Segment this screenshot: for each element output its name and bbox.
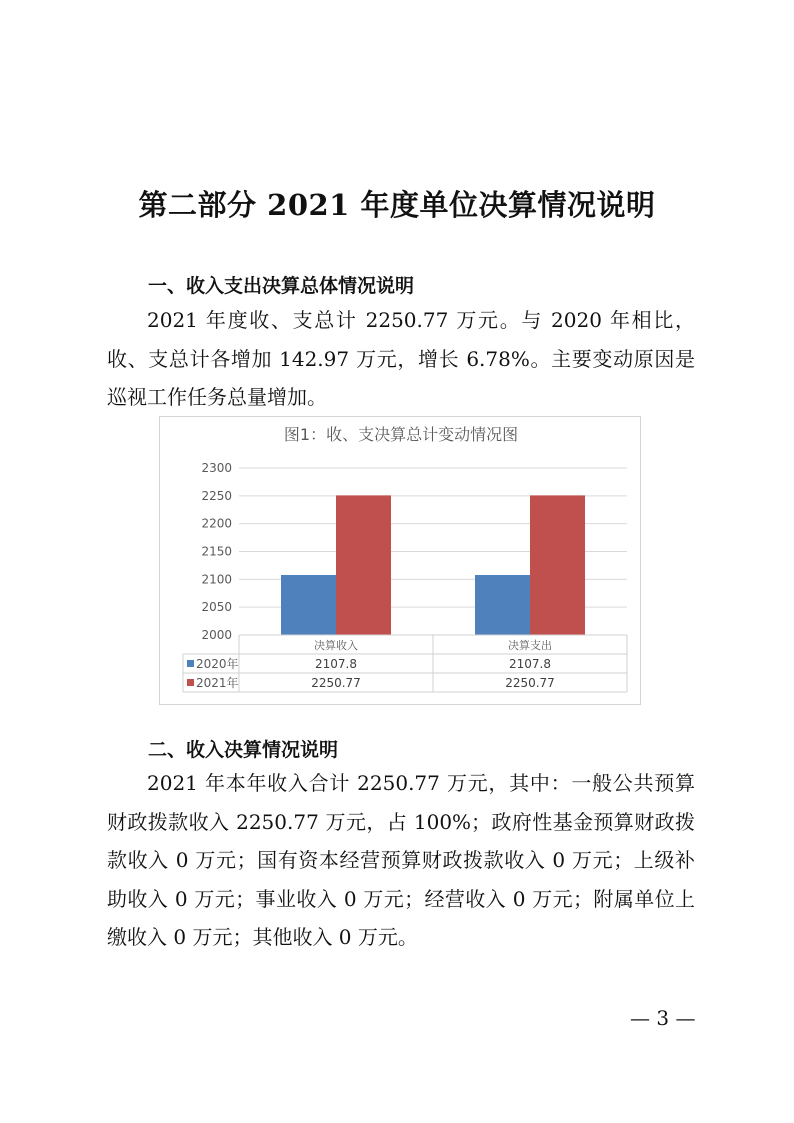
y-tick-label: 2000 (201, 628, 232, 642)
y-tick-label: 2300 (201, 461, 232, 475)
section1-paragraph: 2021 年度收、支总计 2250.77 万元。与 2020 年相比，收、支总计各增加 142.97 万元，增长 6.78%。主要变动原因是巡视工作任务总量增加。 (107, 308, 695, 409)
data-label: 2250.77 (311, 676, 361, 690)
legend-label: 2020年 (196, 657, 239, 671)
y-tick-label: 2250 (201, 488, 232, 503)
legend-swatch (187, 679, 194, 686)
data-label: 2107.8 (315, 657, 357, 671)
bar (530, 495, 585, 635)
chart-container (159, 416, 641, 705)
data-label: 2250.77 (505, 676, 555, 690)
bar (475, 575, 530, 635)
data-label: 2107.8 (509, 657, 551, 671)
y-tick-label: 2150 (201, 544, 232, 559)
y-tick-label: 2100 (201, 572, 232, 587)
y-tick-label: 2200 (201, 516, 232, 531)
page-title: 第二部分 2021 年度单位决算情况说明 (138, 188, 656, 222)
section1-heading: 一、收入支出决算总体情况说明 (148, 275, 415, 297)
bar (336, 495, 391, 635)
legend-swatch (187, 660, 194, 667)
page-number: — 3 — (630, 1006, 696, 1030)
bar (281, 575, 336, 635)
x-category-label: 决算支出 (508, 639, 552, 652)
chart-title: 图1：收、支决算总计变动情况图 (283, 425, 519, 444)
section2-heading: 二、收入决算情况说明 (148, 739, 339, 761)
y-tick-label: 2050 (201, 600, 232, 615)
legend-label: 2021年 (196, 676, 239, 690)
section2-paragraph: 2021 年本年收入合计 2250.77 万元，其中：一般公共预算财政拨款收入 2250.77 万元，占 100%；政府性基金预算财政拨款收入 0 万元；国有资本经营预算财政拨款收入 0 万元；上级补助收入 0 万元；事业收入 0 万元；经营收入 0 万元；附属单位上缴收入 0 万元；其他收入 0 万元。 (107, 771, 695, 949)
x-category-label: 决算收入 (314, 639, 358, 652)
bar-chart (160, 417, 642, 706)
